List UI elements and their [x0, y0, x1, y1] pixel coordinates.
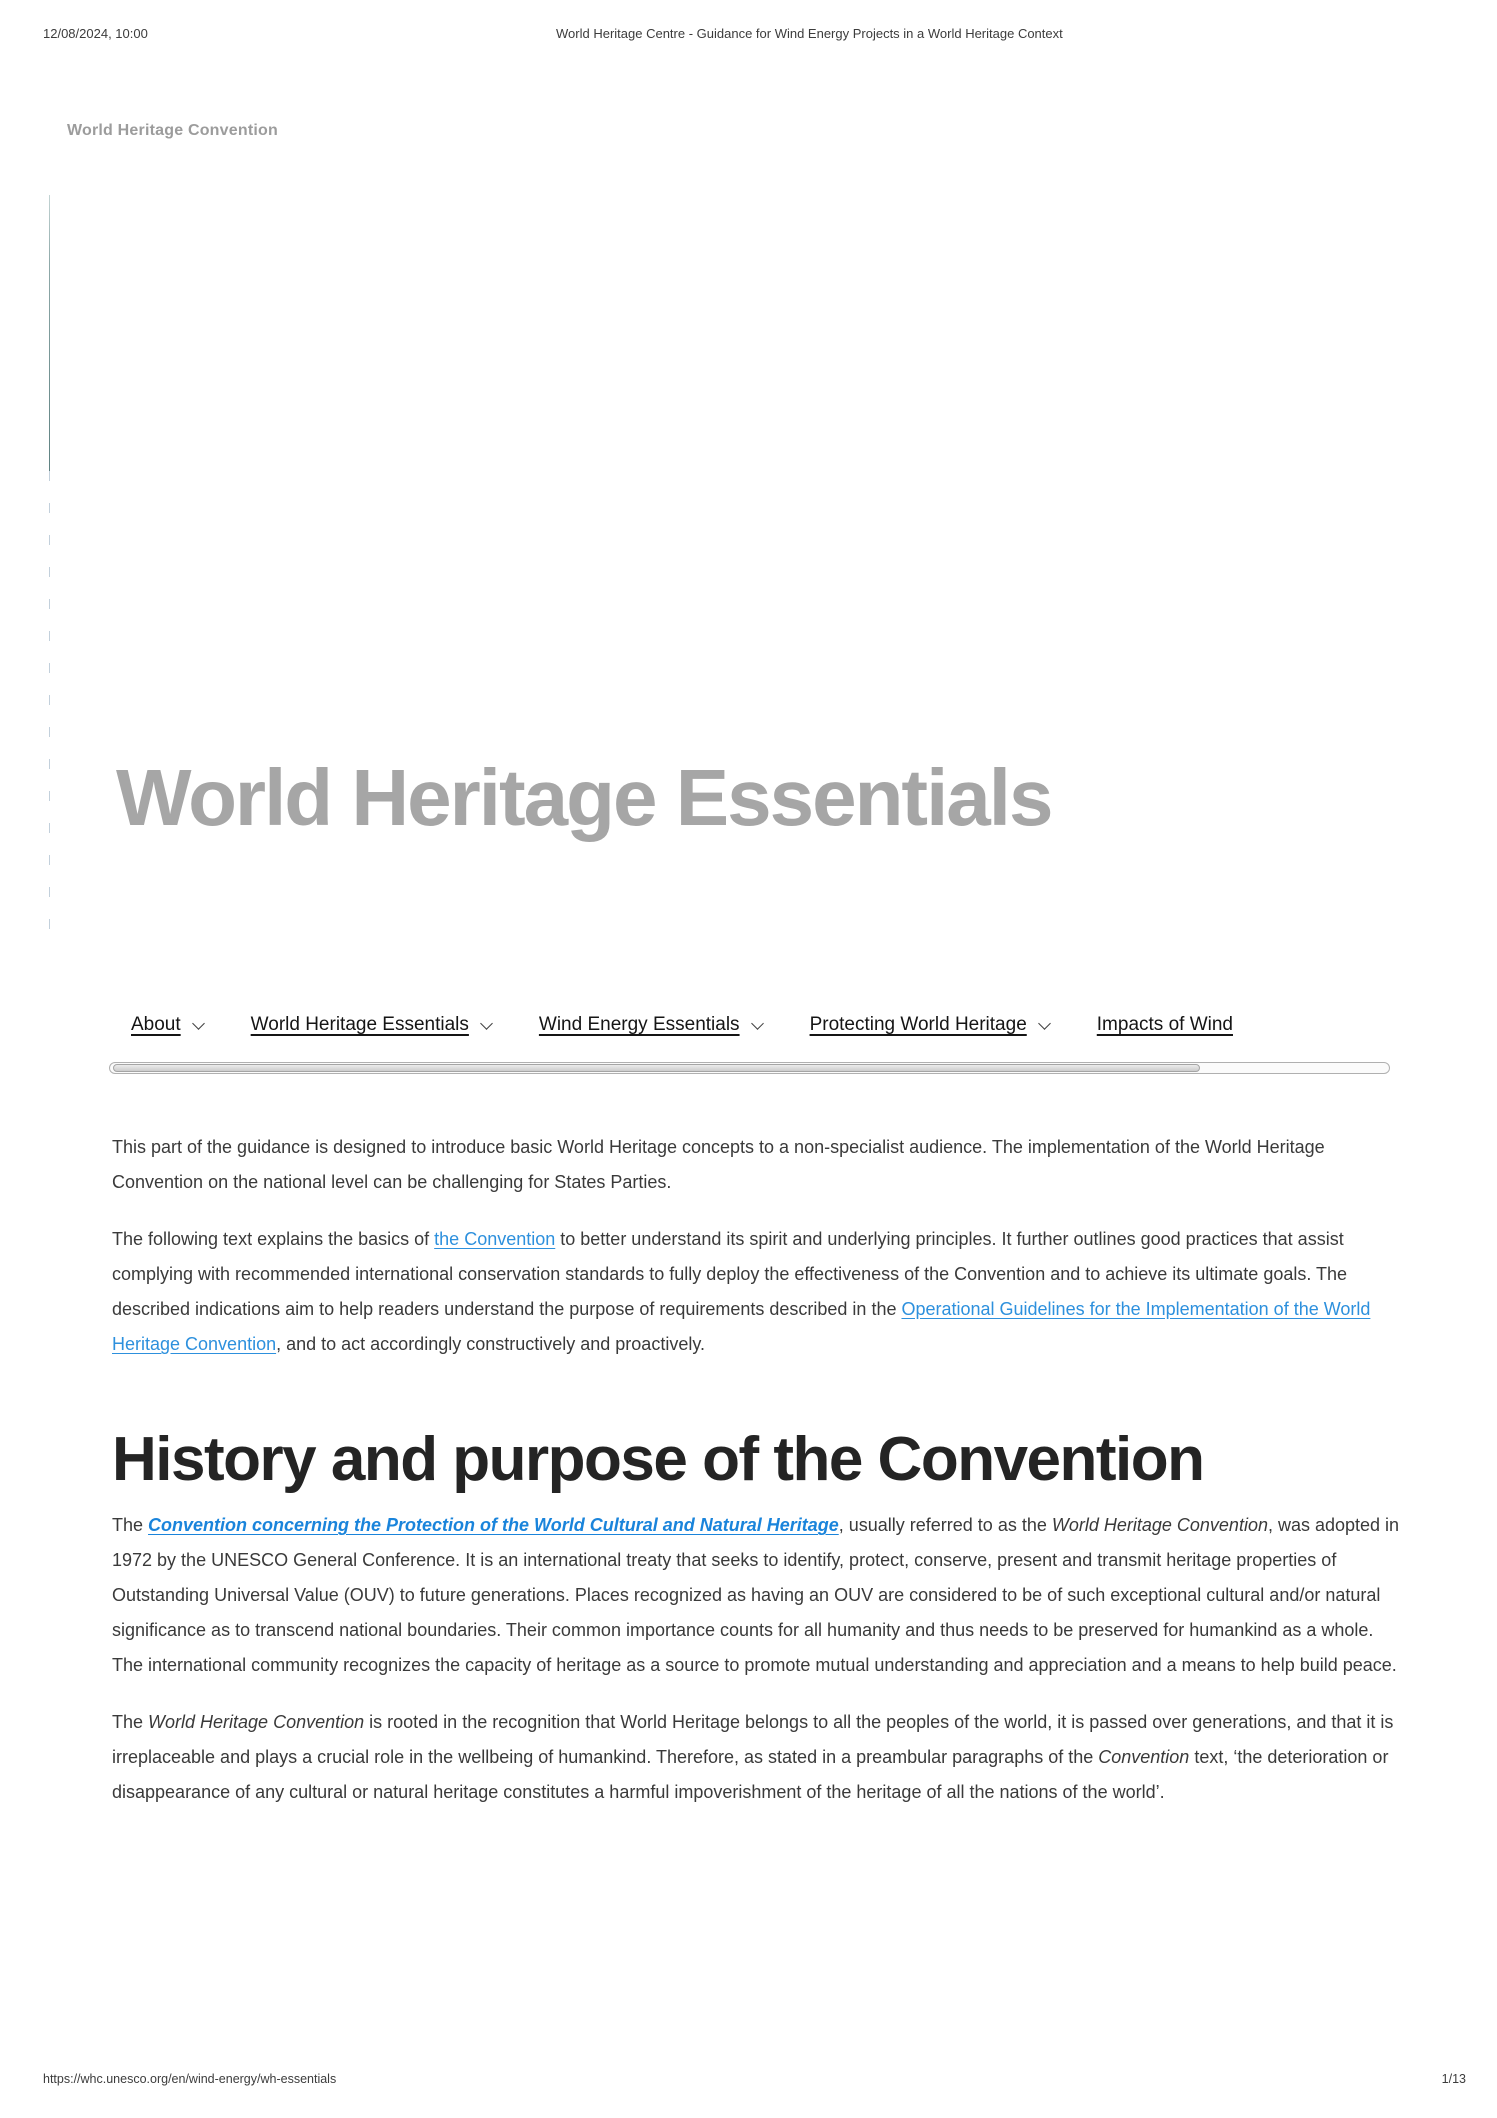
text-run: World Heritage Convention [148, 1712, 365, 1732]
text-run: World Heritage Convention [1051, 1515, 1268, 1535]
chevron-down-icon [1038, 1017, 1051, 1030]
broken-image-border-dashed [49, 471, 50, 945]
inline-link[interactable]: Operational Guidelines for the Implementation of the World Heritage Convention [112, 1299, 1371, 1354]
text-run: The [112, 1515, 149, 1535]
text-run: to better understand its spirit and underlying principles. It further outlines good practices that assist complying with recommended international conservation standards to fully deploy the effectiveness of the Convention and to achieve its ultimate goals. The described indications aim to help readers understand the purpose of requirements described in the [112, 1229, 1348, 1319]
text-run: The [112, 1712, 149, 1732]
nav-item-world-heritage-essentials[interactable] [251, 1012, 491, 1038]
text-run: text, ‘the deterioration or disappearance of any cultural or natural heritage constitutes a harmful impoverishment of the heritage of all the nations of the world’. [112, 1747, 1389, 1802]
print-header-datetime: 12/08/2024, 10:00 [43, 26, 148, 41]
site-label: World Heritage Convention [67, 122, 278, 139]
inline-link[interactable]: the Convention [434, 1229, 556, 1249]
main-navigation [131, 1012, 1401, 1038]
text-run: Convention [1098, 1747, 1190, 1767]
text-run: The following text explains the basics of [112, 1229, 435, 1249]
print-footer-page-number: 1/13 [1441, 2072, 1466, 2086]
nav-item-label: Impacts of Wind [1096, 1014, 1233, 1035]
broken-image-border [49, 195, 50, 471]
chevron-down-icon [480, 1017, 493, 1030]
chevron-down-icon [192, 1017, 205, 1030]
scrollbar-thumb[interactable] [113, 1064, 1200, 1072]
nav-item-label: About [131, 1014, 181, 1035]
text-run: This part of the guidance is designed to introduce basic World Heritage concepts to a non-specialist audience. The implementation of the World Heritage Convention on the national level can be challenging for States Parties. [112, 1137, 1325, 1192]
nav-item-impacts-of-wind[interactable] [1097, 1012, 1233, 1038]
print-footer-url: https://whc.unesco.org/en/wind-energy/wh-essentials [43, 2072, 337, 2086]
chevron-down-icon [751, 1017, 764, 1030]
print-header-title: World Heritage Centre - Guidance for Wind Energy Projects in a World Heritage Context [556, 26, 1063, 41]
section-paragraph-1 [112, 1508, 1404, 1683]
nav-item-wind-energy-essentials[interactable] [539, 1012, 762, 1038]
text-run: , was adopted in 1972 by the UNESCO General Conference. It is an international treaty that seeks to identify, protect, conserve, present and transmit heritage properties of Outstanding Universal Value (OUV) to future generations. Places recognized as having an OUV are considered to be of such exceptional cultural and/or natural significance as to transcend national boundaries. Their common importance counts for all humanity and thus needs to be preserved for humankind as a whole. The international community recognizes the capacity of heritage as a source to promote mutual understanding and appreciation and a means to help build peace. [112, 1515, 1400, 1675]
inline-link[interactable]: Convention concerning the Protection of the World Cultural and Natural Heritage [148, 1515, 839, 1535]
nav-item-label: Protecting World Heritage [809, 1014, 1027, 1035]
nav-item-about[interactable] [131, 1012, 203, 1038]
nav-horizontal-scrollbar[interactable] [109, 1062, 1390, 1074]
intro-paragraph-1 [112, 1130, 1404, 1200]
section-paragraph-2 [112, 1705, 1404, 1810]
intro-paragraph-2 [112, 1222, 1404, 1362]
text-run: is rooted in the recognition that World Heritage belongs to all the peoples of the world, it is passed over generations, and that it is irreplaceable and plays a crucial role in the wellbeing of humankind. Therefore, as stated in a preambular paragraphs of the [112, 1712, 1394, 1767]
text-run: , usually referred to as the [838, 1515, 1052, 1535]
nav-item-protecting-world-heritage[interactable] [810, 1012, 1049, 1038]
nav-item-label: Wind Energy Essentials [538, 1014, 740, 1035]
section-heading: History and purpose of the Convention [112, 1425, 1204, 1494]
text-run: , and to act accordingly constructively and proactively. [276, 1334, 705, 1354]
article-content [112, 1130, 1404, 1832]
page-title: World Heritage Essentials [116, 753, 1052, 842]
nav-item-label: World Heritage Essentials [250, 1014, 469, 1035]
